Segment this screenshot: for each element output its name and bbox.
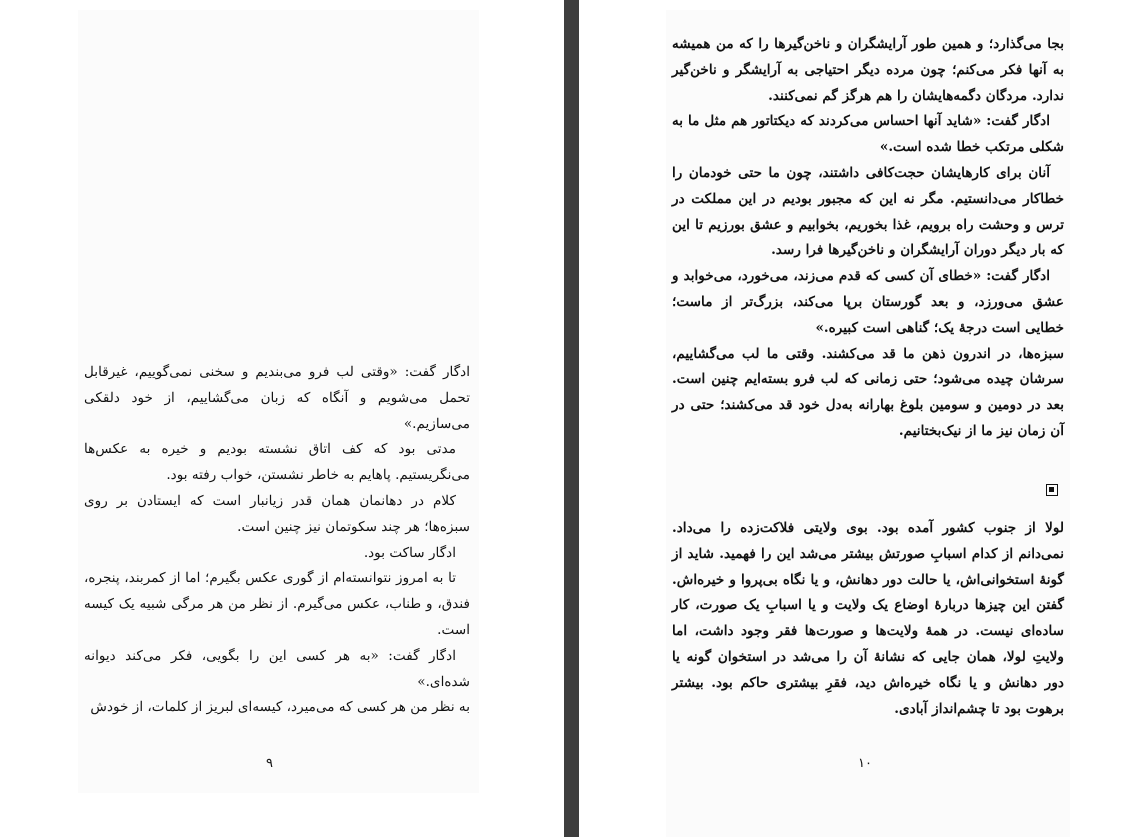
paragraph: مدتی بود که کف اتاق نشسته بودیم و خیره به عکس‌ها می‌نگریستیم. پاهایم به خاطر نشستن، خواب رفته بود. <box>84 441 470 484</box>
paragraph: به نظر من هر کسی که می‌میرد، کیسه‌ای لبریز از کلمات، از خودش <box>90 699 470 716</box>
paragraph: ادگار ساکت بود. <box>363 544 456 561</box>
right-page-text-section-2 <box>672 516 1064 722</box>
paragraph: لولا از جنوب کشور آمده بود. بوی ولایتی فلاکت‌زده را می‌داد. نمی‌دانم از کدام اسبابِ صورتش بیشتر می‌شد این را فهمید. شاید از گونهٔ استخوانی‌اش، یا حالت دور دهانش، و یا نگاه بی‌پروا و خیره‌اش. گفتن این چیزها دربارهٔ اوضاع یک ولایت و یا اسبابِ یک صورت، کار ساده‌ای نیست. در همهٔ ولایت‌ها و صورت‌ها فقر وجود داشت، اما ولایتِ لولا، همان جایی که نشانهٔ آن را می‌شد در استخوان گونه یا دور دهانش و یا نگاه خیره‌اش دید، فقرِ بیشتری حاکم بود. بیشتر برهوت بود تا چشم‌انداز آبادی. <box>672 520 1064 717</box>
paragraph: کلام در دهانمان همان قدر زیانبار است که ایستادن بر روی سبزه‌ها؛ هر چند سکوتمان نیز چنین است. <box>84 492 470 535</box>
paragraph: تا به امروز نتوانسته‌ام از گوری عکس بگیرم؛ اما از کمربند، پنجره، فندق، و طناب، عکس می‌گیرم. از نظر من هر مرگی شبیه یک کیسه است. <box>84 570 470 638</box>
left-page-text <box>84 360 470 721</box>
page-number: ۱۰ <box>858 756 872 771</box>
filled-square-icon <box>1046 484 1058 496</box>
right-page-text <box>672 32 1064 445</box>
paragraph: سبزه‌ها، در اندرون ذهن ما قد می‌کشند. وقتی ما لب می‌گشاییم، سرشان چیده می‌شود؛ حتی زمانی که لب فرو بسته‌ایم چنین است. بعد در دومین و سومین بلوغ بهارانه به‌دل خود قد می‌کشند؛ حتی در آن زمان نیز ما از نیک‌بختانیم. <box>672 345 1064 439</box>
paragraph: ادگار گفت: «خطای آن کسی که قدم می‌زند، می‌خورد، می‌خوابد و عشق می‌ورزد، و بعد گورستان برپا می‌کند، بزرگ‌تر از ماست؛ خطایی است درجهٔ یک؛ گناهی است کبیره.» <box>672 268 1064 336</box>
paragraph: ادگار گفت: «شاید آنها احساس می‌کردند که دیکتاتور هم مثل ما به شکلی مرتکب خطا شده است.» <box>672 113 1064 156</box>
paragraph: ادگار گفت: «به هر کسی این را بگویی، فکر می‌کند دیوانه شده‌ای.» <box>84 647 470 690</box>
paragraph: آنان برای کارهایشان حجت‌کافی داشتند، چون ما حتی خودمان را خطاکار می‌دانستیم. مگر نه این که مجبور بودیم در این مملکت در ترس و وحشت راه برویم، غذا بخوریم، بخوابیم و عشق بورزیم تا این که بار دیگر دوران آرایشگران و ناخن‌گیرها فرا رسد. <box>672 164 1064 259</box>
book-gutter <box>564 0 579 837</box>
paragraph: ادگار گفت: «وقتی لب فرو می‌بندیم و سخنی نمی‌گوییم، غیرقابل تحمل می‌شویم و آنگاه که زبان می‌گشاییم، از خود دلقکی می‌سازیم.» <box>84 364 470 432</box>
page-number: ۹ <box>266 756 273 771</box>
paragraph: بجا می‌گذارد؛ و همین طور آرایشگران و ناخن‌گیرها را که من همیشه به آنها فکر می‌کنم؛ چون مرده دیگر احتیاجی به آرایشگر و ناخن‌گیر ندارد. مردگان دگمه‌هایشان را هم هرگز گم نمی‌کنند. <box>672 36 1064 104</box>
